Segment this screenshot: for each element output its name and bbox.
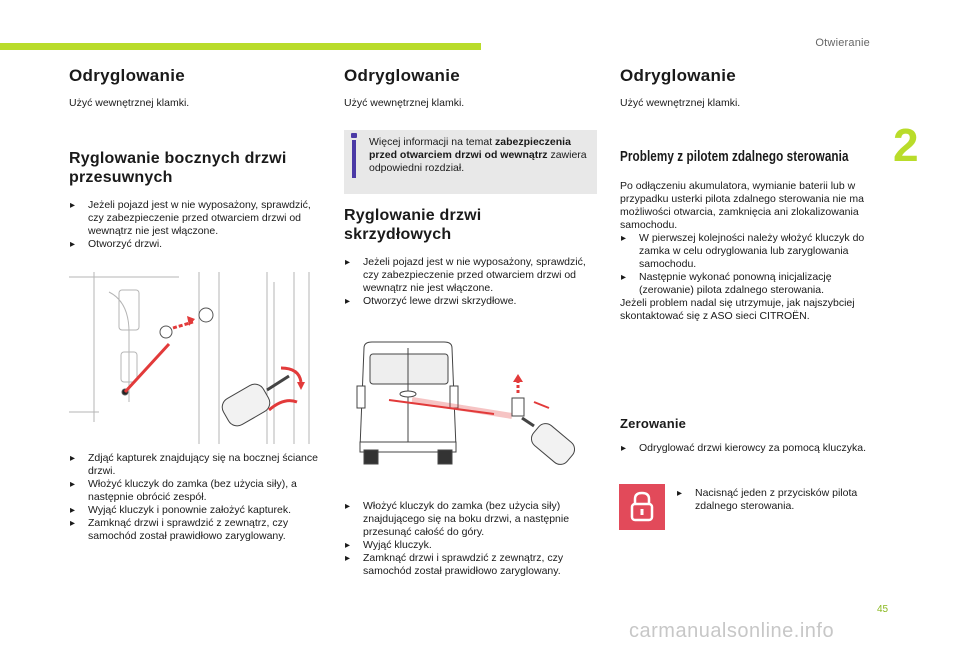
info-icon-bar [352,140,356,178]
col2-title: Odryglowanie [344,66,461,85]
list-item: ▸ Włożyć kluczyk do zamka (bez użycia siły), a następnie obrócić zespół. [70,478,297,503]
arrow-bullet-icon: ▸ [70,453,76,464]
list-item: ▸ Nacisnąć jeden z przycisków pilota zdalnego sterowania. [677,487,858,512]
col3-paragraph-2: Jeżeli problem nadal się utrzymuje, jak najszybciej skontaktować się z ASO sieci CITROËN. [620,297,855,322]
arrow-bullet-icon: ▸ [677,488,683,499]
arrow-bullet-icon: ▸ [70,505,76,516]
col2-steps-a [344,256,594,308]
list-item: ▸ Wyjąć kluczyk. [345,539,432,551]
list-item: ▸ Odryglować drzwi kierowcy za pomocą kluczyka. [621,442,866,454]
col3-title: Odryglowanie [620,66,737,85]
list-item: ▸ Włożyć kluczyk do zamka (bez użycia siły) znajdującego się na boku drzwi, a następnie przesunąć całość do góry. [345,500,570,538]
arrow-bullet-icon: ▸ [70,518,76,529]
list-item: ▸ Wyjąć kluczyk i ponownie założyć kapturek. [70,504,291,516]
info-text: Więcej informacji na temat zabezpieczenia przed otwarciem drzwi od wewnątrz zawiera odpowiedni rozdział. [369,136,587,174]
page-number: 45 [877,604,889,615]
col3-body [620,180,872,323]
watermark: carmanualsonline.info [629,620,835,642]
col2-subtitle: Ryglowanie drzwi skrzydłowych [344,207,482,243]
info-icon [351,133,357,138]
col1-subtitle: Ryglowanie bocznych drzwi przesuwnych [69,150,287,186]
arrow-bullet-icon: ▸ [70,200,76,211]
list-item: ▸ Zdjąć kapturek znajdujący się na bocznej ściance drzwi. [70,452,318,477]
col1-title: Odryglowanie [69,66,186,85]
arrow-bullet-icon: ▸ [70,239,76,250]
list-item: ▸ Następnie wykonać ponowną inicjalizację (zerowanie) pilota zdalnego sterowania. [621,271,832,296]
arrow-bullet-icon: ▸ [621,233,627,244]
col1-steps-b [69,452,324,543]
arrow-bullet-icon: ▸ [345,296,351,307]
section-label: Otwieranie [815,37,870,49]
van-rear-door-illustration [344,338,594,468]
header-accent-bar [0,43,481,50]
col2-steps-b [344,500,596,578]
list-item: ▸ Jeżeli pojazd jest w nie wyposażony, sprawdzić, czy zabezpieczenie przed otwarciem drzwi od wewnątrz nie jest włączone. [345,256,586,294]
lock-icon-box [619,484,665,530]
list-item: ▸ Zamknąć drzwi i sprawdzić z zewnątrz, czy samochód został prawidłowo zaryglowany. [345,552,564,577]
list-item: ▸ W pierwszej kolejności należy włożyć kluczyk do zamka w celu odryglowania lub zaryglowania samochodu. [621,232,865,270]
arrow-bullet-icon: ▸ [621,443,627,454]
list-item: ▸ Jeżeli pojazd jest w nie wyposażony, sprawdzić, czy zabezpieczenie przed otwarciem drzwi od wewnątrz nie jest włączone. [70,199,311,237]
reset-steps [620,442,870,455]
list-item: ▸ Zamknąć drzwi i sprawdzić z zewnątrz, czy samochód został prawidłowo zaryglowany. [70,517,289,542]
col1-steps-a [69,199,317,251]
chapter-number: 2 [893,119,919,171]
padlock-icon [619,484,665,530]
arrow-bullet-icon: ▸ [345,257,351,268]
lock-steps [676,487,866,513]
reset-title: Zerowanie [620,416,687,431]
info-box [344,130,597,194]
arrow-bullet-icon: ▸ [345,540,351,551]
col3-paragraph-1: Po odłączeniu akumulatora, wymianie baterii lub w przypadku usterki pilota zdalnego sterowania nie ma możliwości otwarcia, zamknięcia ani zlokalizowania samochodu. [620,180,864,231]
list-item: ▸ Otworzyć lewe drzwi skrzydłowe. [345,295,517,307]
arrow-bullet-icon: ▸ [345,553,351,564]
arrow-bullet-icon: ▸ [345,501,351,512]
col1-intro: Użyć wewnętrznej klamki. [69,97,190,109]
sliding-door-lock-illustration [69,272,319,444]
list-item: ▸ Otworzyć drzwi. [70,238,163,250]
col2-intro: Użyć wewnętrznej klamki. [344,97,465,109]
arrow-bullet-icon: ▸ [70,479,76,490]
col3-subtitle: Problemy z pilotem zdalnego sterowania [620,148,849,165]
col3-intro: Użyć wewnętrznej klamki. [620,97,741,109]
arrow-bullet-icon: ▸ [621,272,627,283]
